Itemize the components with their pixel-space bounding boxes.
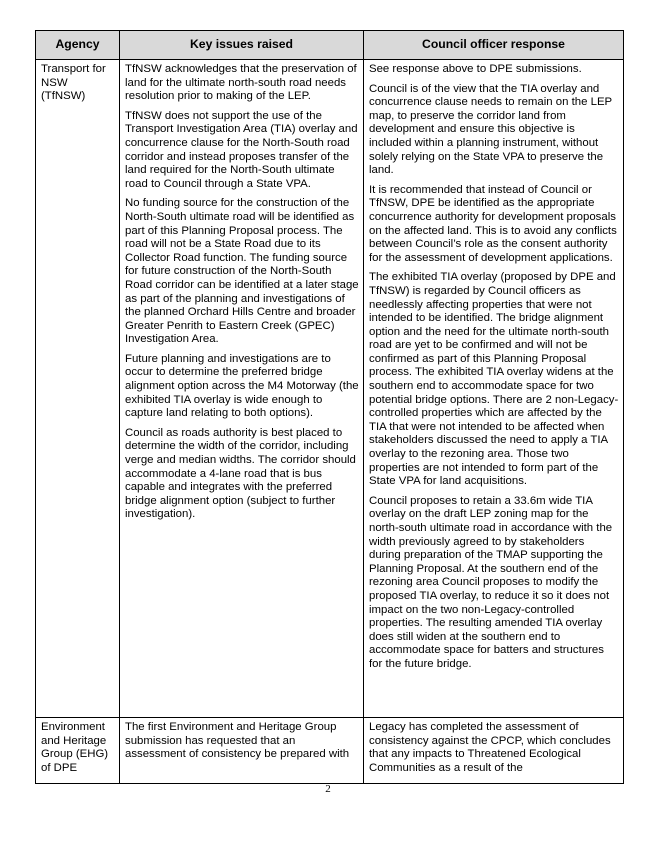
page-number: 2 bbox=[325, 783, 331, 795]
issue-paragraph: The first Environment and Heritage Group submission has requested that an assessment of consistency be prepared with bbox=[125, 721, 350, 761]
header-agency: Agency bbox=[36, 31, 120, 60]
agency-name: Environment and Heritage Group (EHG) of DPE bbox=[41, 721, 109, 774]
table-row-ehg bbox=[36, 718, 624, 784]
table-row-tfnsw bbox=[36, 60, 624, 718]
response-paragraph: The exhibited TIA overlay (proposed by DPE and TfNSW) is regarded by Council officers as needlessly affecting properties that were not intended to be identified. The bridge alignment option and the need for the ultimate north-south road are yet to be confirmed and will not be confirmed as part of this Planning Proposal process. The exhibited TIA overlay widens at the southern end to accommodate space for two potential bridge options. There are 2 non-Legacy-controlled properties which are affected by the TIA that were not intended to be affected when stakeholders discussed the need to apply a TIA overlay to the rezoning area. Those two properties are not intended to form part of the State VPA for land acquisitions. bbox=[369, 271, 619, 488]
header-key-issues: Key issues raised bbox=[120, 31, 364, 60]
issue-paragraph: TfNSW does not support the use of the Transport Investigation Area (TIA) overlay and concurrence clause for the North-South road corridor and instead proposes transfer of the land required for the North-South ultimate road to Council through a State VPA. bbox=[125, 109, 358, 190]
issue-paragraph: Council as roads authority is best placed to determine the width of the corridor, including verge and median widths. The corridor should accommodate a 4-lane road that is bus capable and integrates with the preferred bridge alignment option (subject to further investigation). bbox=[125, 426, 356, 521]
header-council-response: Council officer response bbox=[364, 31, 624, 60]
response-paragraph: Council is of the view that the TIA overlay and concurrence clause needs to remain on the LEP map, to preserve the corridor land from development and ensure this objective is included within a planning instrument, without solely relying on the State VPA to preserve the land. bbox=[369, 82, 612, 177]
agency-name: Transport for NSW (TfNSW) bbox=[41, 63, 106, 103]
submissions-table bbox=[35, 30, 624, 784]
response-cell bbox=[364, 718, 624, 784]
issue-paragraph: TfNSW acknowledges that the preservation of land for the ultimate north-south road needs resolution prior to making of the LEP. bbox=[125, 63, 357, 103]
response-paragraph: Legacy has completed the assessment of consistency against the CPCP, which concludes that any impacts to Threatened Ecological Communities as a result of the bbox=[369, 721, 611, 774]
response-paragraph: It is recommended that instead of Council or TfNSW, DPE be identified as the appropriate concurrence authority for development proposals on the affected land. This is to avoid any conflicts between Council’s role as the consent authority for the assessment of development applications. bbox=[369, 183, 617, 264]
table-header-row bbox=[36, 31, 624, 60]
agency-cell bbox=[36, 718, 120, 784]
issues-cell bbox=[120, 718, 364, 784]
issue-paragraph: No funding source for the construction of the North-South ultimate road will be identified as part of this Planning Proposal process. The road will not be a State Road due to its Collector Road function. The funding source for future construction of the North-South Road corridor can be identified at a later stage as part of the planning and investigations of the planned Orchard Hills Centre and broader Greater Penrith to Eastern Creek (GPEC) Investigation Area. bbox=[125, 197, 359, 346]
issues-cell bbox=[120, 60, 364, 718]
response-cell bbox=[364, 60, 624, 718]
agency-cell bbox=[36, 60, 120, 718]
response-paragraph: Council proposes to retain a 33.6m wide TIA overlay on the draft LEP zoning map for the north-south ultimate road in accordance with the width previously agreed to by stakeholders during preparation of the TMAP supporting the Planning Proposal. At the southern end of the rezoning area Council proposes to modify the proposed TIA overlay, to reduce it so it does not impact on the two non-Legacy-controlled properties. The resulting amended TIA overlay does still widen at the southern end to accommodate space for batters and structures for the future bridge. bbox=[369, 494, 613, 670]
issue-paragraph: Future planning and investigations are to occur to determine the preferred bridge alignment option across the M4 Motorway (the exhibited TIA overlay is wide enough to capture land relating to both options). bbox=[125, 352, 359, 420]
response-paragraph: See response above to DPE submissions. bbox=[369, 63, 582, 75]
